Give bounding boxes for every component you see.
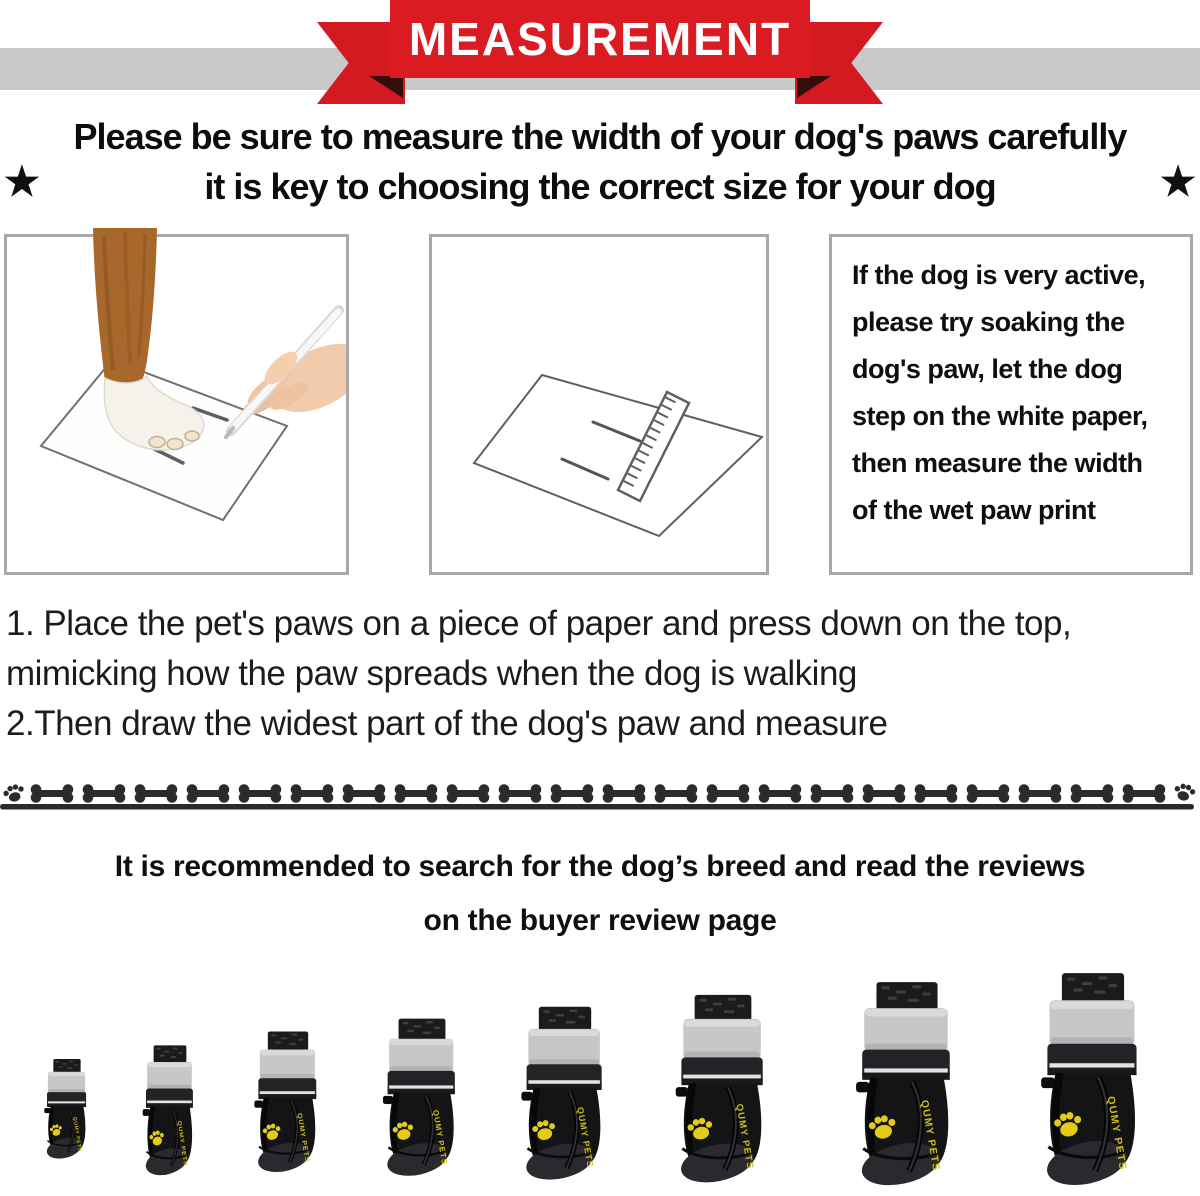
note-line: step on the white paper, — [852, 401, 1148, 431]
dog-boot-size-5 — [517, 1005, 613, 1182]
note-line: please try soaking the — [852, 307, 1125, 337]
note-line: then measure the width — [852, 448, 1143, 478]
velcro-strap — [268, 1031, 308, 1050]
reflective-band — [683, 1019, 761, 1059]
boot-tab — [676, 1087, 688, 1097]
recommendation-line2: on the buyer review page — [423, 904, 777, 937]
bone-icon — [239, 784, 282, 803]
dog-boot-illustration — [140, 1044, 200, 1177]
dog-boot-size-6 — [671, 993, 775, 1185]
bone-icon — [187, 784, 230, 803]
lower-strap — [527, 1064, 602, 1090]
ruler-sketch-illustration — [432, 237, 766, 572]
headline-line2: it is key to choosing the correct size for your dog — [204, 166, 996, 207]
bone-icon — [1019, 784, 1062, 803]
bone-icon — [863, 784, 906, 803]
bone-icon — [1071, 784, 1114, 803]
reflective-band — [147, 1062, 192, 1090]
boot-tab — [383, 1096, 393, 1104]
boot-tab — [254, 1101, 263, 1108]
boot-brand-text: QUMY PETS — [431, 1109, 450, 1166]
dog-boot-size-4 — [379, 1017, 465, 1178]
star-icon-right: ★ — [1160, 160, 1196, 204]
bone-icon — [551, 784, 594, 803]
dog-boot-illustration — [251, 1030, 325, 1174]
instruction-panels — [4, 234, 1200, 575]
bone-icon — [395, 784, 438, 803]
paw-icon — [1172, 783, 1196, 803]
lower-strap — [862, 1050, 950, 1080]
bone-icon — [707, 784, 750, 803]
velcro-strap — [53, 1059, 80, 1073]
bone-icon — [291, 784, 334, 803]
dog-boot-illustration — [379, 1017, 465, 1178]
reflective-band — [48, 1072, 85, 1093]
step-1-line2: mimicking how the paw spreads when the dog is walking — [6, 654, 857, 693]
reflective-band — [864, 1008, 947, 1052]
dog-boot-illustration — [1036, 971, 1150, 1188]
velcro-strap — [539, 1007, 591, 1031]
banner-title: MEASUREMENT — [390, 0, 810, 78]
recommendation-text — [0, 840, 1200, 948]
bone-icon — [759, 784, 802, 803]
boot-size-row — [0, 948, 1200, 1196]
boot-tab — [521, 1092, 532, 1101]
boot-tab — [44, 1108, 50, 1113]
velcro-strap — [154, 1045, 187, 1063]
bone-divider — [0, 783, 1200, 820]
measuring-steps — [6, 599, 1200, 749]
bone-icon — [811, 784, 854, 803]
paw-tracing-illustration — [7, 228, 346, 578]
boot-brand-text: QUMY PETS — [575, 1106, 596, 1169]
paw-tracing-photo-panel — [4, 234, 349, 575]
note-line: of the wet paw print — [852, 495, 1096, 525]
dog-boot-illustration — [42, 1058, 92, 1160]
step-2: 2.Then draw the widest part of the dog's paw and measure — [6, 704, 888, 743]
bone-icon — [447, 784, 490, 803]
velcro-strap — [1062, 973, 1124, 1002]
lower-strap — [1047, 1044, 1136, 1075]
headline — [0, 112, 1200, 212]
paw-icon — [2, 783, 26, 804]
paper-sketch — [474, 375, 762, 536]
lower-strap — [681, 1057, 762, 1085]
dog-boot-size-8 — [1036, 971, 1150, 1188]
velcro-strap — [695, 995, 752, 1021]
headline-line1: Please be sure to measure the width of your dog's paws carefully — [73, 116, 1127, 157]
dog-boot-illustration — [851, 980, 963, 1188]
dog-boot-size-1 — [42, 1058, 92, 1160]
note-line: If the dog is very active, — [852, 260, 1146, 290]
recommendation-line1: It is recommended to search for the dog’s breed and read the reviews — [114, 850, 1086, 883]
bone-icon — [499, 784, 542, 803]
divider-line — [0, 804, 1194, 810]
bone-icon — [135, 784, 178, 803]
velcro-strap — [399, 1019, 446, 1041]
hand-illustration — [239, 330, 346, 426]
reflective-band — [389, 1039, 453, 1073]
lower-strap — [47, 1092, 86, 1107]
boot-tab — [143, 1109, 150, 1116]
step-1-line1: 1. Place the pet's paws on a piece of paper and press down on the top, — [6, 604, 1072, 643]
lower-strap — [146, 1089, 193, 1108]
boot-brand-text: QUMY PETS — [733, 1102, 756, 1171]
star-icon-left: ★ — [4, 160, 40, 204]
bone-icon — [1123, 784, 1166, 803]
ruler-measure-sketch-panel — [429, 234, 769, 575]
ribbon-banner — [0, 0, 1200, 106]
dog-leg-illustration — [93, 228, 204, 450]
lower-strap — [258, 1078, 316, 1099]
boot-tab — [1041, 1077, 1054, 1088]
bone-icon — [603, 784, 646, 803]
lower-strap — [388, 1071, 455, 1094]
boot-brand-text: QUMY PETS — [175, 1120, 189, 1168]
reflective-band — [1049, 1000, 1134, 1046]
note-line: dog's paw, let the dog — [852, 354, 1123, 384]
bone-icon — [967, 784, 1010, 803]
reflective-band — [260, 1049, 315, 1079]
bone-icon — [83, 784, 126, 803]
dog-boot-size-3 — [251, 1030, 325, 1174]
bone-icon — [343, 784, 386, 803]
velcro-strap — [876, 982, 937, 1010]
bone-divider-graphic — [0, 783, 1200, 815]
bone-icon — [655, 784, 698, 803]
dog-boot-size-2 — [140, 1044, 200, 1177]
reflective-band — [528, 1029, 600, 1066]
boot-brand-text: QUMY PETS — [71, 1116, 82, 1153]
bone-icon — [915, 784, 958, 803]
boot-brand-text: QUMY PETS — [918, 1099, 942, 1173]
dog-boot-size-7 — [851, 980, 963, 1188]
boot-brand-text: QUMY PETS — [1104, 1095, 1129, 1172]
bone-icon — [31, 784, 74, 803]
boot-tab — [856, 1082, 869, 1092]
boot-brand-text: QUMY PETS — [295, 1112, 311, 1164]
active-dog-note — [829, 234, 1193, 575]
dog-boot-illustration — [671, 993, 775, 1185]
dog-boot-illustration — [517, 1005, 613, 1182]
